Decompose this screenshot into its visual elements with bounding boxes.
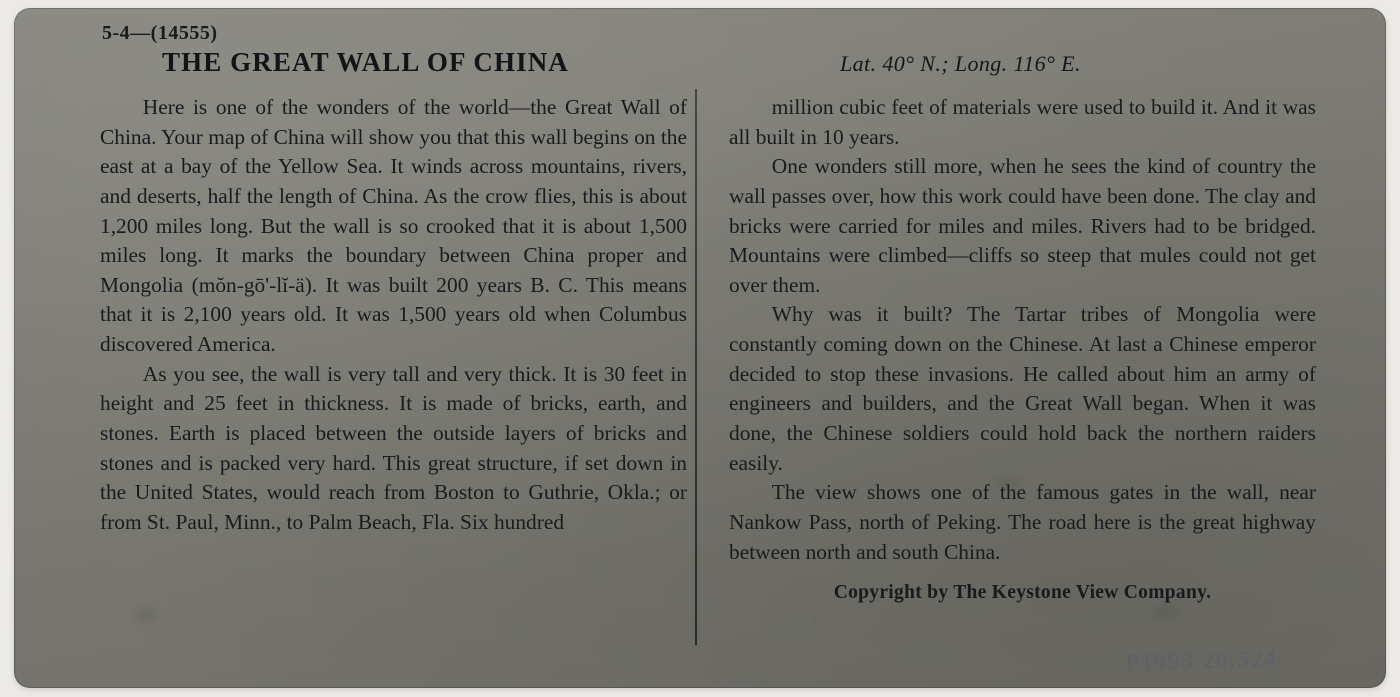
paragraph: Why was it built? The Tartar tribes of Mongolia were constantly coming down on the Chinese. At last a Chinese emperor decided to stop these invasions. He called about him an army of engineers and builders, and the Great Wall began. When it was done, the Chinese soldiers could hold back the northern raiders easily.: [729, 302, 1316, 475]
paragraph: million cubic feet of materials were used to build it. And it was all built in 10 years.: [729, 95, 1316, 149]
left-column: [100, 93, 703, 606]
title-row: [100, 47, 1316, 83]
card-content: [100, 22, 1316, 672]
accession-number: P1993.20.524: [1125, 646, 1279, 675]
stereograph-card: [14, 8, 1386, 688]
right-column: [703, 93, 1316, 606]
copyright-notice: Copyright by The Keystone View Company.: [833, 582, 1212, 604]
coordinates-label: Lat. 40° N.; Long. 116° E.: [840, 51, 1081, 76]
paragraph: One wonders still more, when he sees the kind of country the wall passes over, how this work could have been done. The clay and bricks were carried for miles and miles. Rivers had to be bridged. Mountains were climbed—cliffs so steep that mules could not get over them.: [729, 154, 1316, 297]
page-title: THE GREAT WALL OF CHINA: [162, 47, 569, 77]
text-columns: [100, 93, 1316, 606]
catalog-number: 5-4—(14555): [102, 22, 218, 44]
column-divider-rule: [695, 89, 697, 645]
paragraph: Here is one of the wonders of the world—the Great Wall of China. Your map of China will show you that this wall begins on the east at a bay of the Yellow Sea. It winds across mountains, rivers, and deserts, half the length of China. As the crow flies, this is about 1,200 miles long. But the wall is so crooked that it is about 1,500 miles long. It marks the boundary between China proper and Mongolia (mŏn-gō'-lĭ-ä). It was built 200 years B. C. This means that it is 2,100 years old. It was 1,500 years old when Columbus discovered America.: [100, 95, 687, 357]
paragraph: The view shows one of the famous gates in the wall, near Nankow Pass, north of Peking. The road here is the great highway between north and south China.: [729, 480, 1316, 564]
paragraph: As you see, the wall is very tall and very thick. It is 30 feet in height and 25 feet in thickness. It is made of bricks, earth, and stones. Earth is placed between the outside layers of bricks and stones and is packed very hard. This great structure, if set down in the United States, would reach from Boston to Guthrie, Okla.; or from St. Paul, Minn., to Palm Beach, Fla. Six hundred: [100, 361, 687, 534]
